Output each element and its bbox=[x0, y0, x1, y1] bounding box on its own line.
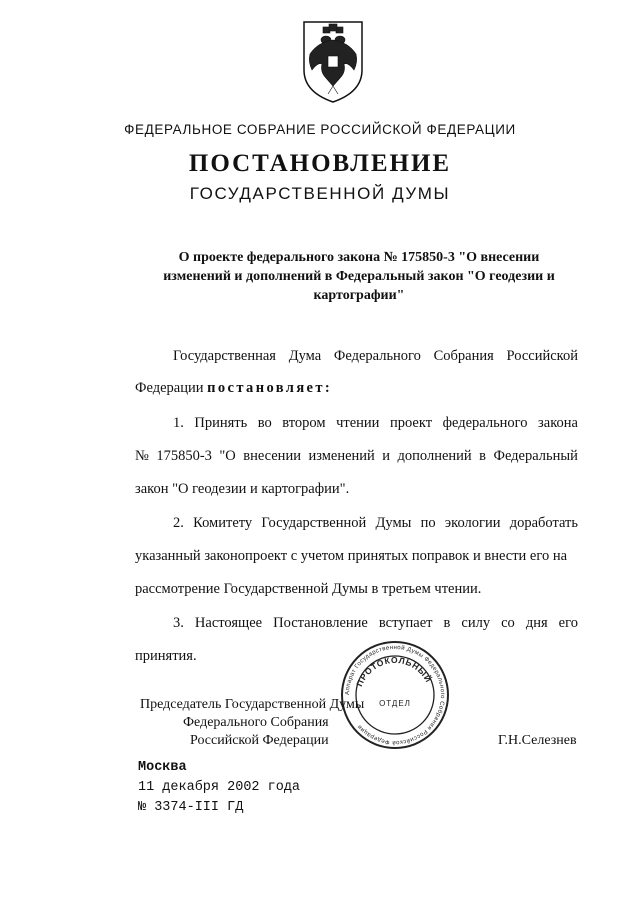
preamble-line bbox=[173, 348, 578, 365]
word: изменений bbox=[308, 448, 375, 464]
word: дополнений bbox=[397, 448, 472, 464]
word: 2. bbox=[173, 515, 184, 531]
word: Государственной bbox=[261, 515, 367, 531]
word: Государственная bbox=[173, 348, 276, 364]
svg-text:ПРОТОКОЛЬНЫЙ: ПРОТОКОЛЬНЫЙ bbox=[354, 654, 434, 688]
word: Федерального bbox=[333, 348, 421, 364]
word: во bbox=[257, 415, 272, 431]
word: внесении bbox=[243, 448, 301, 464]
svg-text:ОТДЕЛ: ОТДЕЛ bbox=[379, 699, 411, 708]
word: 1. bbox=[173, 415, 184, 431]
resolves-word: постановляет: bbox=[207, 380, 333, 396]
signatory-position: Федерального Собрания bbox=[183, 715, 329, 730]
document-title: ПОСТАНОВЛЕНИЕ bbox=[188, 150, 452, 177]
word: его bbox=[558, 615, 578, 631]
word: № bbox=[135, 448, 149, 464]
word: в bbox=[443, 615, 451, 631]
document-subtitle: ГОСУДАРСТВЕННОЙ ДУМЫ bbox=[189, 184, 451, 203]
word: Настоящее bbox=[194, 615, 263, 631]
word: дня bbox=[525, 615, 548, 631]
word: Российской bbox=[506, 348, 578, 364]
item-2-line bbox=[173, 515, 578, 532]
preamble-line bbox=[135, 380, 332, 397]
word: "О bbox=[219, 448, 236, 464]
document-subject bbox=[145, 248, 573, 305]
subject-line: О проекте федерального закона № 175850-3 "О внесении bbox=[178, 250, 540, 265]
signatory-name: Г.Н.Селезнев bbox=[498, 733, 577, 748]
word: Дума bbox=[288, 348, 322, 364]
svg-text:Аппарат Государственной Думы Ф: Аппарат Государственной Думы Федерального Собрания Российской Федерации bbox=[344, 644, 446, 746]
word: доработать bbox=[509, 515, 578, 531]
word: экологии bbox=[444, 515, 501, 531]
word: Федерации bbox=[135, 380, 204, 396]
word: в bbox=[479, 448, 487, 464]
word: силу bbox=[461, 615, 491, 631]
word: Комитету bbox=[193, 515, 253, 531]
subject-line: изменений и дополнений в Федеральный закон "О геодезии и bbox=[163, 269, 555, 284]
word: Принять bbox=[194, 415, 248, 431]
item-1-line: закон "О геодезии и картографии". bbox=[135, 481, 350, 497]
signatory-position: Российской Федерации bbox=[190, 733, 329, 748]
item-1-line bbox=[173, 415, 578, 432]
word: по bbox=[420, 515, 436, 531]
item-3-line bbox=[173, 615, 578, 632]
coat-of-arms-emblem bbox=[300, 18, 366, 104]
item-2-line: указанный законопроект с учетом принятых поправок и внести его на bbox=[135, 548, 568, 564]
word: федерального bbox=[442, 415, 528, 431]
footer-city: Москва bbox=[138, 760, 187, 775]
item-1-line bbox=[135, 448, 578, 465]
footer-number: № 3374-III ГД bbox=[138, 800, 244, 815]
official-seal-stamp bbox=[340, 640, 450, 750]
word: чтении bbox=[336, 415, 380, 431]
word: 3. bbox=[173, 615, 184, 631]
word: и bbox=[382, 448, 391, 464]
footer-date: 11 декабря 2002 года bbox=[138, 780, 301, 795]
word: Собрания bbox=[433, 348, 494, 364]
word: проект bbox=[389, 415, 433, 431]
word: вступает bbox=[378, 615, 433, 631]
item-2-line: рассмотрение Государственной Думы в третьем чтении. bbox=[135, 581, 482, 597]
word: Федеральный bbox=[493, 448, 578, 464]
word: 175850-3 bbox=[156, 448, 212, 464]
word: втором bbox=[282, 415, 326, 431]
subject-line: картографии" bbox=[313, 288, 405, 303]
word: Думы bbox=[375, 515, 412, 531]
item-3-line: принятия. bbox=[135, 648, 197, 664]
organization-heading: ФЕДЕРАЛЬНОЕ СОБРАНИЕ РОССИЙСКОЙ ФЕДЕРАЦИИ bbox=[124, 122, 516, 137]
word: со bbox=[501, 615, 515, 631]
word: Постановление bbox=[273, 615, 368, 631]
signatory-position: Председатель Государственной Думы bbox=[140, 697, 365, 712]
word: закона bbox=[538, 415, 578, 431]
